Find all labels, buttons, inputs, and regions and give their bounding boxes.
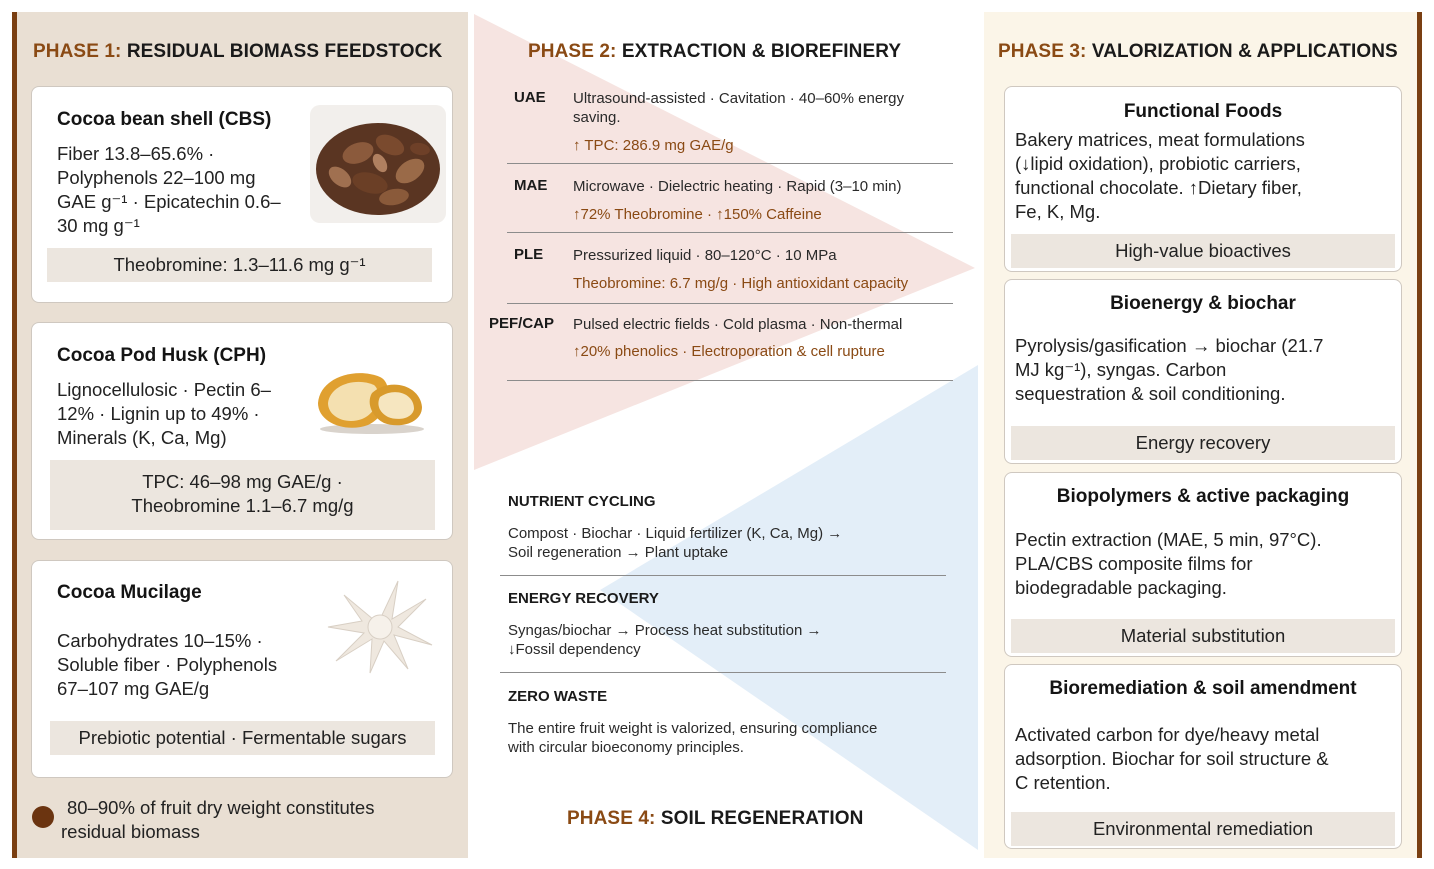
card-body: Bakery matrices, meat formulations (↓lipid oxidation), probiotic carriers, functional chocolate. ↑Dietary fiber, Fe, K, Mg. — [1015, 129, 1305, 222]
divider — [500, 672, 946, 673]
phase2-title: PHASE 2: EXTRACTION & BIOREFINERY — [528, 41, 902, 62]
card-title: Bioremediation & soil amendment — [1049, 678, 1357, 699]
cocoa-pod-husk-image — [310, 363, 430, 435]
method-result: ↑ TPC: 286.9 mg GAE/g — [573, 137, 734, 154]
card-body: Lignocellulosic · Pectin 6– 12% · Lignin up to 49% · Minerals (K, Ca, Mg) — [57, 379, 271, 448]
card-highlight-box: Material substitution — [1011, 619, 1395, 653]
divider — [500, 575, 946, 576]
cocoa-mucilage-image — [322, 575, 440, 677]
method-result: ↑20% phenolics · Electroporation & cell rupture — [573, 343, 885, 360]
card-highlight-box: Environmental remediation — [1011, 812, 1395, 846]
card-cocoa-pod-husk — [31, 322, 453, 540]
method-description: Microwave · Dielectric heating · Rapid (3–10 min) — [573, 178, 902, 195]
divider — [507, 380, 953, 381]
card-body: Fiber 13.8–65.6% · Polyphenols 22–100 mg GAE g⁻¹ · Epicatechin 0.6– 30 mg g⁻¹ — [57, 143, 281, 236]
card-body: Carbohydrates 10–15% · Soluble fiber · Polyphenols 67–107 mg GAE/g — [57, 630, 278, 699]
card-body: Pectin extraction (MAE, 5 min, 97°C). PLA/CBS composite films for biodegradable packaging. — [1015, 529, 1322, 598]
card-bioenergy-biochar — [1004, 279, 1402, 464]
card-highlight-box: TPC: 46–98 mg GAE/g · Theobromine 1.1–6.7 mg/g — [50, 460, 435, 530]
divider — [507, 303, 953, 304]
method-label: UAE — [514, 89, 546, 106]
method-result: ↑72% Theobromine · ↑150% Caffeine — [573, 206, 822, 223]
card-title: Bioenergy & biochar — [1110, 293, 1296, 314]
method-result: Theobromine: 6.7 mg/g · High antioxidant capacity — [573, 275, 909, 292]
phase1-footer: 80–90% of fruit dry weight constitutes residual biomass — [61, 797, 375, 842]
phase3-title: PHASE 3: VALORIZATION & APPLICATIONS — [998, 41, 1398, 62]
card-title: Functional Foods — [1123, 101, 1283, 122]
method-label: PEF/CAP — [489, 315, 555, 332]
card-cocoa-mucilage — [31, 560, 453, 778]
brown-dot-icon — [31, 805, 55, 829]
card-body: Activated carbon for dye/heavy metal adsorption. Biochar for soil structure & C retention. — [1015, 724, 1329, 793]
card-bioremediation-soil — [1004, 664, 1402, 849]
card-title: Cocoa Mucilage — [57, 582, 202, 603]
cocoa-bean-shell-image — [310, 105, 446, 223]
section-heading: NUTRIENT CYCLING — [508, 493, 656, 510]
card-title: Biopolymers & active packaging — [1056, 486, 1350, 507]
method-description: Pressurized liquid · 80–120°C · 10 MPa — [573, 247, 837, 264]
section-heading: ENERGY RECOVERY — [508, 590, 659, 607]
card-title: Cocoa Pod Husk (CPH) — [57, 345, 267, 366]
section-text: Syngas/biochar → Process heat substitution → ↓Fossil dependency — [508, 622, 822, 658]
method-label: PLE — [514, 246, 544, 263]
card-functional-foods — [1004, 86, 1402, 272]
blue-flow-triangle — [600, 365, 978, 850]
card-cocoa-bean-shell — [31, 86, 453, 303]
card-highlight-box: Prebiotic potential · Fermentable sugars — [50, 721, 435, 755]
card-highlight-box: Energy recovery — [1011, 426, 1395, 460]
section-heading: ZERO WASTE — [508, 688, 608, 705]
phase1-title: PHASE 1: RESIDUAL BIOMASS FEEDSTOCK — [33, 41, 443, 62]
method-label: MAE — [514, 177, 548, 194]
phase4-title: PHASE 4: SOIL REGENERATION — [567, 808, 864, 829]
card-biopolymers-packaging — [1004, 472, 1402, 657]
card-body: Pyrolysis/gasification → biochar (21.7 MJ kg⁻¹), syngas. Carbon sequestration & soil conditioning. — [1015, 335, 1324, 404]
section-text: The entire fruit weight is valorized, ensuring compliance with circular bioeconomy principles. — [508, 720, 878, 756]
card-title: Cocoa bean shell (CBS) — [57, 109, 272, 130]
method-description: Pulsed electric fields · Cold plasma · Non-thermal — [573, 316, 903, 333]
method-description: Ultrasound-assisted · Cavitation · 40–60% energy saving. — [573, 90, 905, 126]
card-highlight-box: Theobromine: 1.3–11.6 mg g⁻¹ — [47, 248, 432, 282]
section-text: Compost · Biochar · Liquid fertilizer (K, Ca, Mg) → Soil regeneration → Plant uptake — [508, 525, 843, 561]
pink-flow-triangle — [474, 14, 975, 470]
card-highlight-box: High-value bioactives — [1011, 234, 1395, 268]
divider — [507, 232, 953, 233]
divider — [507, 163, 953, 164]
